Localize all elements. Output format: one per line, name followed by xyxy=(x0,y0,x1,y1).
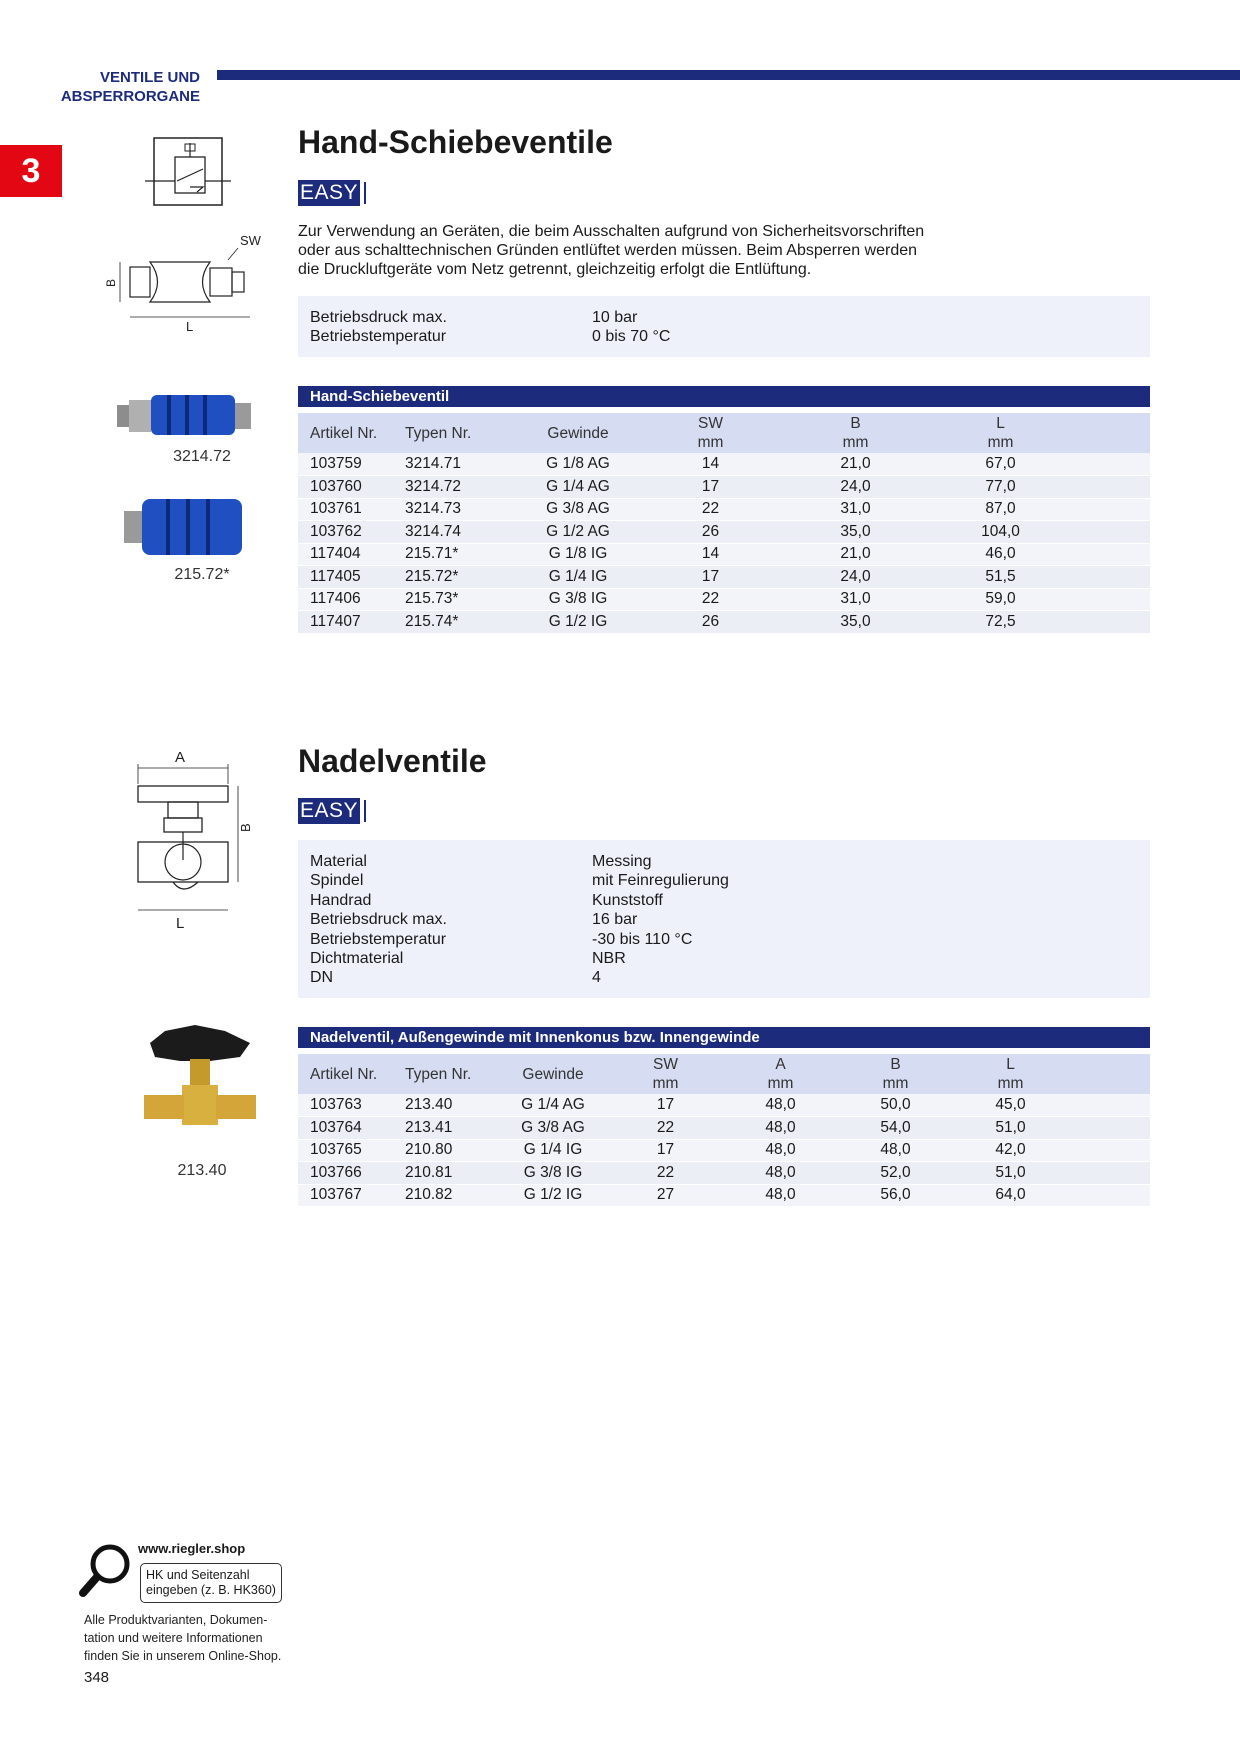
cell-b: 48,0 xyxy=(838,1139,953,1162)
easy-badge: EASY xyxy=(299,799,359,822)
cell-sw: 27 xyxy=(608,1184,723,1207)
cell-artikel: 103766 xyxy=(298,1162,393,1185)
search-hint-line: HK und Seitenzahl xyxy=(146,1568,250,1582)
cell-gewinde: G 1/2 AG xyxy=(518,521,638,544)
intro-line: oder aus schalttechnischen Gründen entlüftet werden müssen. Beim Absperren werden xyxy=(298,242,918,259)
cell-typen: 3214.72 xyxy=(393,476,518,499)
col-sw: SW mm xyxy=(608,1054,723,1094)
cell-b: 56,0 xyxy=(838,1184,953,1207)
cell-artikel: 103764 xyxy=(298,1117,393,1140)
cell-b: 24,0 xyxy=(783,476,928,499)
cell-a: 48,0 xyxy=(723,1162,838,1185)
spec-row xyxy=(310,930,1138,949)
spec-row xyxy=(310,308,1138,327)
cell-sw: 17 xyxy=(608,1094,723,1117)
col-spacer xyxy=(1068,1054,1150,1094)
drawing-label-sw: SW xyxy=(240,233,261,248)
valve-symbol-icon xyxy=(145,135,235,210)
cell-sw: 26 xyxy=(638,521,783,544)
cell-b: 52,0 xyxy=(838,1162,953,1185)
cell-spacer xyxy=(1073,566,1150,589)
spec-key: Handrad xyxy=(310,891,372,909)
footer-note-line: finden Sie in unserem Online-Shop. xyxy=(84,1649,282,1663)
footer-note xyxy=(84,1611,304,1665)
table-row xyxy=(298,588,1150,611)
cell-sw: 14 xyxy=(638,453,783,476)
cell-artikel: 103765 xyxy=(298,1139,393,1162)
easy-badge: EASY xyxy=(299,181,359,204)
cell-b: 21,0 xyxy=(783,453,928,476)
cell-gewinde: G 1/2 IG xyxy=(518,611,638,634)
cell-gewinde: G 3/8 IG xyxy=(498,1162,608,1185)
cell-l: 46,0 xyxy=(928,543,1073,566)
footer-note-line: Alle Produktvarianten, Dokumen- xyxy=(84,1613,268,1627)
table-row xyxy=(298,611,1150,634)
table-row xyxy=(298,543,1150,566)
needle-valve-drawing xyxy=(118,748,268,933)
product-image-213-40 xyxy=(140,1023,260,1148)
cell-gewinde: G 3/8 AG xyxy=(518,498,638,521)
category-line-1: VENTILE UND xyxy=(99,69,200,86)
cell-l: 51,0 xyxy=(953,1162,1068,1185)
cell-artikel: 103760 xyxy=(298,476,393,499)
cell-gewinde: G 1/2 IG xyxy=(498,1184,608,1207)
cell-l: 51,5 xyxy=(928,566,1073,589)
spec-row xyxy=(310,871,1138,890)
cell-artikel: 103763 xyxy=(298,1094,393,1117)
col-typen: Typen Nr. xyxy=(393,413,518,453)
spec-value: 0 bis 70 °C xyxy=(592,328,671,346)
drawing-label-b: B xyxy=(104,278,118,287)
cell-b: 35,0 xyxy=(783,611,928,634)
cell-typen: 210.82 xyxy=(393,1184,498,1207)
category-title xyxy=(50,68,200,106)
spec-key: DN xyxy=(310,969,334,987)
cell-spacer xyxy=(1068,1184,1150,1207)
drawing-label-l: L xyxy=(186,319,194,332)
spec-row xyxy=(310,891,1138,910)
magnifier-icon xyxy=(78,1540,138,1600)
cell-artikel: 103767 xyxy=(298,1184,393,1207)
cell-b: 54,0 xyxy=(838,1117,953,1140)
section-title-nadelventile: Nadelventile xyxy=(298,743,487,779)
spec-key: Material xyxy=(310,853,367,870)
product-label-213-40: 213.40 xyxy=(177,1162,227,1179)
col-a: A mm xyxy=(723,1054,838,1094)
table-hand-schiebeventil xyxy=(298,413,1150,634)
table-title-hand-schiebeventil: Hand-Schiebeventil xyxy=(298,386,1150,407)
spec-value: 10 bar xyxy=(592,309,638,326)
spec-value: NBR xyxy=(592,950,626,968)
table-header-row xyxy=(298,413,1150,453)
cell-typen: 3214.74 xyxy=(393,521,518,544)
cell-b: 21,0 xyxy=(783,543,928,566)
drawing-label-l: L xyxy=(176,915,185,932)
cell-l: 67,0 xyxy=(928,453,1073,476)
spec-key: Spindel xyxy=(310,872,364,890)
table-row xyxy=(298,1162,1150,1185)
table-nadelventil xyxy=(298,1054,1150,1207)
cell-spacer xyxy=(1073,453,1150,476)
cell-b: 35,0 xyxy=(783,521,928,544)
cell-l: 72,5 xyxy=(928,611,1073,634)
spec-key: Betriebstemperatur xyxy=(310,328,447,346)
cell-typen: 213.40 xyxy=(393,1094,498,1117)
cell-b: 31,0 xyxy=(783,588,928,611)
cell-b: 31,0 xyxy=(783,498,928,521)
cell-gewinde: G 1/4 AG xyxy=(498,1094,608,1117)
col-l: L mm xyxy=(928,413,1073,453)
cell-sw: 14 xyxy=(638,543,783,566)
cell-b: 50,0 xyxy=(838,1094,953,1117)
drawing-label-b: B xyxy=(238,823,253,832)
cell-gewinde: G 1/8 AG xyxy=(518,453,638,476)
spec-key: Dichtmaterial xyxy=(310,950,404,968)
chapter-tab: 3 xyxy=(0,145,62,197)
table-row xyxy=(298,566,1150,589)
cell-sw: 22 xyxy=(638,588,783,611)
slide-valve-drawing xyxy=(100,232,270,332)
cell-l: 45,0 xyxy=(953,1094,1068,1117)
table-row xyxy=(298,453,1150,476)
table-row xyxy=(298,1117,1150,1140)
section-title-hand-schiebeventile: Hand-Schiebeventile xyxy=(298,124,613,160)
cell-sw: 17 xyxy=(638,566,783,589)
cell-l: 87,0 xyxy=(928,498,1073,521)
product-image-3214-72 xyxy=(115,385,265,445)
product-image-215-72 xyxy=(122,495,252,560)
cell-typen: 215.72* xyxy=(393,566,518,589)
table-row xyxy=(298,476,1150,499)
cell-gewinde: G 3/8 IG xyxy=(518,588,638,611)
spec-row xyxy=(310,852,1138,871)
cell-l: 77,0 xyxy=(928,476,1073,499)
cell-typen: 3214.73 xyxy=(393,498,518,521)
cell-l: 51,0 xyxy=(953,1117,1068,1140)
table-row xyxy=(298,498,1150,521)
spec-box-hand-schiebeventile xyxy=(298,296,1150,357)
cell-spacer xyxy=(1068,1162,1150,1185)
spec-value: Messing xyxy=(592,853,652,870)
cell-artikel: 117406 xyxy=(298,588,393,611)
cell-spacer xyxy=(1073,498,1150,521)
category-line-2: ABSPERRORGANE xyxy=(60,88,200,105)
cell-sw: 17 xyxy=(608,1139,723,1162)
footer-note-line: tation und weitere Informationen xyxy=(84,1631,263,1645)
col-l: L mm xyxy=(953,1054,1068,1094)
intro-line: Zur Verwendung an Geräten, die beim Ausschalten aufgrund von Sicherheitsvorschriften xyxy=(298,223,925,240)
cell-sw: 22 xyxy=(608,1162,723,1185)
spec-row xyxy=(310,949,1138,968)
cell-l: 42,0 xyxy=(953,1139,1068,1162)
shop-url-link[interactable]: www.riegler.shop xyxy=(138,1541,246,1556)
drawing-label-a: A xyxy=(175,749,186,766)
product-label-3214-72: 3214.72 xyxy=(173,448,231,465)
spec-key: Betriebsdruck max. xyxy=(310,911,447,929)
cell-artikel: 117407 xyxy=(298,611,393,634)
col-gewinde: Gewinde xyxy=(518,413,638,453)
col-gewinde: Gewinde xyxy=(498,1054,608,1094)
cell-gewinde: G 1/4 AG xyxy=(518,476,638,499)
cell-spacer xyxy=(1073,611,1150,634)
product-label-215-72: 215.72* xyxy=(174,566,230,583)
table-row xyxy=(298,1094,1150,1117)
spec-value: Kunststoff xyxy=(592,891,663,909)
cell-typen: 215.74* xyxy=(393,611,518,634)
cell-typen: 215.71* xyxy=(393,543,518,566)
cell-artikel: 117404 xyxy=(298,543,393,566)
col-sw: SW mm xyxy=(638,413,783,453)
cell-typen: 3214.71 xyxy=(393,453,518,476)
cell-a: 48,0 xyxy=(723,1184,838,1207)
cell-gewinde: G 1/8 IG xyxy=(518,543,638,566)
cell-a: 48,0 xyxy=(723,1117,838,1140)
cell-a: 48,0 xyxy=(723,1094,838,1117)
spec-value: -30 bis 110 °C xyxy=(592,930,693,948)
cell-l: 64,0 xyxy=(953,1184,1068,1207)
table-row xyxy=(298,1184,1150,1207)
spec-row xyxy=(310,327,1138,346)
cell-spacer xyxy=(1073,476,1150,499)
cell-spacer xyxy=(1068,1094,1150,1117)
cell-spacer xyxy=(1073,521,1150,544)
spec-row xyxy=(310,910,1138,929)
cell-l: 59,0 xyxy=(928,588,1073,611)
spec-key: Betriebstemperatur xyxy=(310,930,447,948)
table-title-nadelventil: Nadelventil, Außengewinde mit Innenkonus bzw. Innengewinde xyxy=(298,1027,1150,1048)
cell-typen: 210.81 xyxy=(393,1162,498,1185)
cell-sw: 22 xyxy=(608,1117,723,1140)
cell-artikel: 103759 xyxy=(298,453,393,476)
spec-key: Betriebsdruck max. xyxy=(310,309,447,326)
cell-spacer xyxy=(1068,1117,1150,1140)
page-number: 348 xyxy=(84,1669,110,1686)
spec-value: 4 xyxy=(592,969,601,987)
cell-spacer xyxy=(1068,1139,1150,1162)
cell-l: 104,0 xyxy=(928,521,1073,544)
cell-a: 48,0 xyxy=(723,1139,838,1162)
col-b: B mm xyxy=(838,1054,953,1094)
spec-value: mit Feinregulierung xyxy=(592,872,729,890)
search-hint-box xyxy=(140,1563,282,1603)
cell-gewinde: G 3/8 AG xyxy=(498,1117,608,1140)
cell-spacer xyxy=(1073,543,1150,566)
col-b: B mm xyxy=(783,413,928,453)
intro-line: die Druckluftgeräte vom Netz getrennt, gleichzeitig erfolgt die Entlüftung. xyxy=(298,261,812,278)
cell-sw: 26 xyxy=(638,611,783,634)
col-artikel: Artikel Nr. xyxy=(298,1054,393,1094)
col-artikel: Artikel Nr. xyxy=(298,413,393,453)
cell-gewinde: G 1/4 IG xyxy=(498,1139,608,1162)
table-header-row xyxy=(298,1054,1150,1094)
spec-row xyxy=(310,968,1138,987)
spec-value: 16 bar xyxy=(592,911,638,929)
table-row xyxy=(298,521,1150,544)
header-bar xyxy=(217,70,1240,80)
cell-artikel: 103762 xyxy=(298,521,393,544)
intro-text xyxy=(298,222,998,279)
search-hint-line: eingeben (z. B. HK360) xyxy=(146,1583,276,1597)
cell-gewinde: G 1/4 IG xyxy=(518,566,638,589)
cell-typen: 210.80 xyxy=(393,1139,498,1162)
col-typen: Typen Nr. xyxy=(393,1054,498,1094)
col-spacer xyxy=(1073,413,1150,453)
spec-box-nadelventile xyxy=(298,840,1150,998)
cell-typen: 215.73* xyxy=(393,588,518,611)
cell-typen: 213.41 xyxy=(393,1117,498,1140)
cell-artikel: 103761 xyxy=(298,498,393,521)
cell-sw: 22 xyxy=(638,498,783,521)
table-row xyxy=(298,1139,1150,1162)
cell-sw: 17 xyxy=(638,476,783,499)
cell-b: 24,0 xyxy=(783,566,928,589)
cell-spacer xyxy=(1073,588,1150,611)
cell-artikel: 117405 xyxy=(298,566,393,589)
